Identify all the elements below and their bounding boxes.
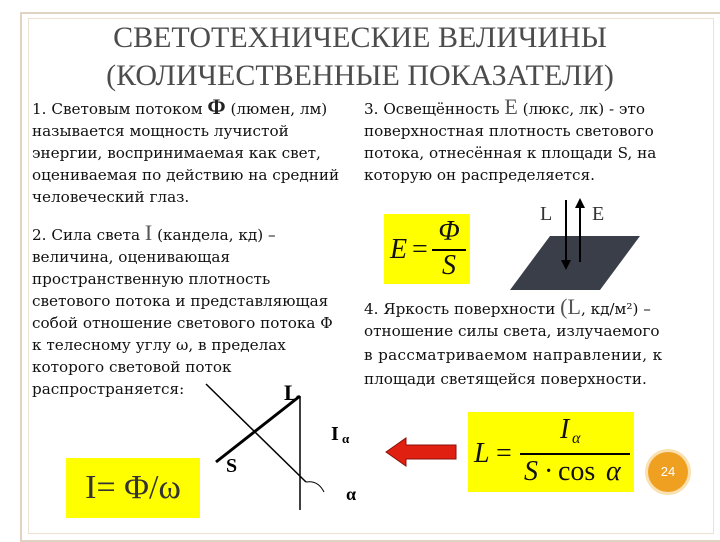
diagram-label-alpha: α: [346, 484, 357, 504]
luminous-intensity-line2: пространственную плотность: [32, 270, 271, 288]
illuminance-plane-diagram: [510, 196, 650, 296]
luminous-intensity-line6: которого световой поток: [32, 358, 232, 376]
luminous-intensity-heading: [32, 222, 276, 246]
formula-L-den-dot: ·: [544, 456, 554, 487]
formula-L-eq: =: [496, 438, 512, 469]
illuminance-line1: поверхностная плотность светового: [364, 122, 654, 140]
illuminance-formula-box: [384, 214, 470, 284]
angle-arc: [306, 482, 324, 492]
luminous-intensity-prefix: 2. Сила света: [32, 226, 145, 244]
luminance-heading: [364, 296, 651, 320]
luminous-intensity-line4: собой отношение светового потока Φ: [32, 314, 333, 332]
red-left-arrow-icon: [384, 434, 460, 470]
illuminance-heading: [364, 96, 645, 120]
formula-E-den: S: [442, 250, 456, 281]
flux-symbol: Φ: [207, 94, 226, 119]
plane-shape: [510, 236, 640, 290]
luminous-intensity-line5: к телесному углу ω, в пределах: [32, 336, 286, 354]
luminous-flux-line2: энергии, воспринимаемая как свет,: [32, 144, 321, 162]
luminous-intensity-line7: распространяется:: [32, 380, 185, 398]
luminous-flux-line1: называется мощность лучистой: [32, 122, 289, 140]
intensity-formula-box: I= Φ/ω: [66, 458, 200, 518]
luminous-flux-line4: человеческий глаз.: [32, 188, 190, 206]
luminance-unit: , кд/м²) –: [580, 300, 651, 318]
formula-L-den-cos: cos: [558, 456, 596, 487]
intensity-symbol: I: [144, 220, 153, 245]
diagram-label-L: L: [284, 380, 299, 405]
formula-L-fraction-bar: [520, 453, 630, 455]
luminous-intensity-unit: (кандела, кд) –: [152, 226, 276, 244]
luminous-intensity-line3: светового потока и представляющая: [32, 292, 329, 310]
normal-arrowhead: [575, 198, 585, 208]
slide-title-line1: СВЕТОТЕХНИЧЕСКИЕ ВЕЛИЧИНЫ: [113, 21, 607, 54]
luminous-flux-prefix: 1. Световым потоком: [32, 100, 208, 118]
formula-E-lhs: E: [390, 234, 408, 265]
formula-L-den-S: S: [524, 456, 538, 487]
luminous-intensity-line1: величина, оценивающая: [32, 248, 231, 266]
illuminance-unit: (люкс, лк) - это: [517, 100, 645, 118]
luminous-flux-unit: (люмен, лм): [225, 100, 328, 118]
luminance-line2: в рассматриваемом направлении, к: [364, 346, 663, 364]
formula-L-den-alpha: α: [606, 456, 621, 487]
plane-label-L: L: [540, 203, 553, 225]
plane-label-E: E: [592, 203, 605, 225]
illuminance-prefix: 3. Освещённость: [364, 100, 505, 118]
page-number-badge: 24: [648, 452, 688, 492]
luminous-flux-heading: [32, 96, 327, 120]
diagram-label-I-sub: α: [342, 431, 350, 446]
diagram-label-I: I: [331, 423, 339, 445]
illuminance-line2: потока, отнесённая к площади S, на: [364, 144, 657, 162]
luminance-symbol: (L: [560, 294, 581, 319]
luminance-line3: площади светящейся поверхности.: [364, 370, 647, 388]
formula-E-num: Φ: [438, 216, 460, 247]
luminance-formula-box: [468, 412, 634, 492]
solid-angle-diagram: [196, 370, 376, 520]
diagram-label-S: S: [226, 455, 238, 477]
illuminance-symbol: E: [504, 94, 518, 119]
luminance-line1: отношение силы света, излучаемого: [364, 322, 660, 340]
formula-L-lhs: L: [474, 438, 490, 469]
formula-L-num-I: I: [560, 414, 570, 445]
illuminance-line3: которую он распределяется.: [364, 166, 595, 184]
luminance-prefix: 4. Яркость поверхности: [364, 300, 561, 318]
luminous-flux-line3: оцениваемая по действию на средний: [32, 166, 340, 184]
slide-title-line2: (КОЛИЧЕСТВЕННЫЕ ПОКАЗАТЕЛИ): [106, 59, 614, 92]
formula-E-eq: =: [412, 234, 428, 265]
formula-L-num-sub: α: [572, 430, 581, 447]
